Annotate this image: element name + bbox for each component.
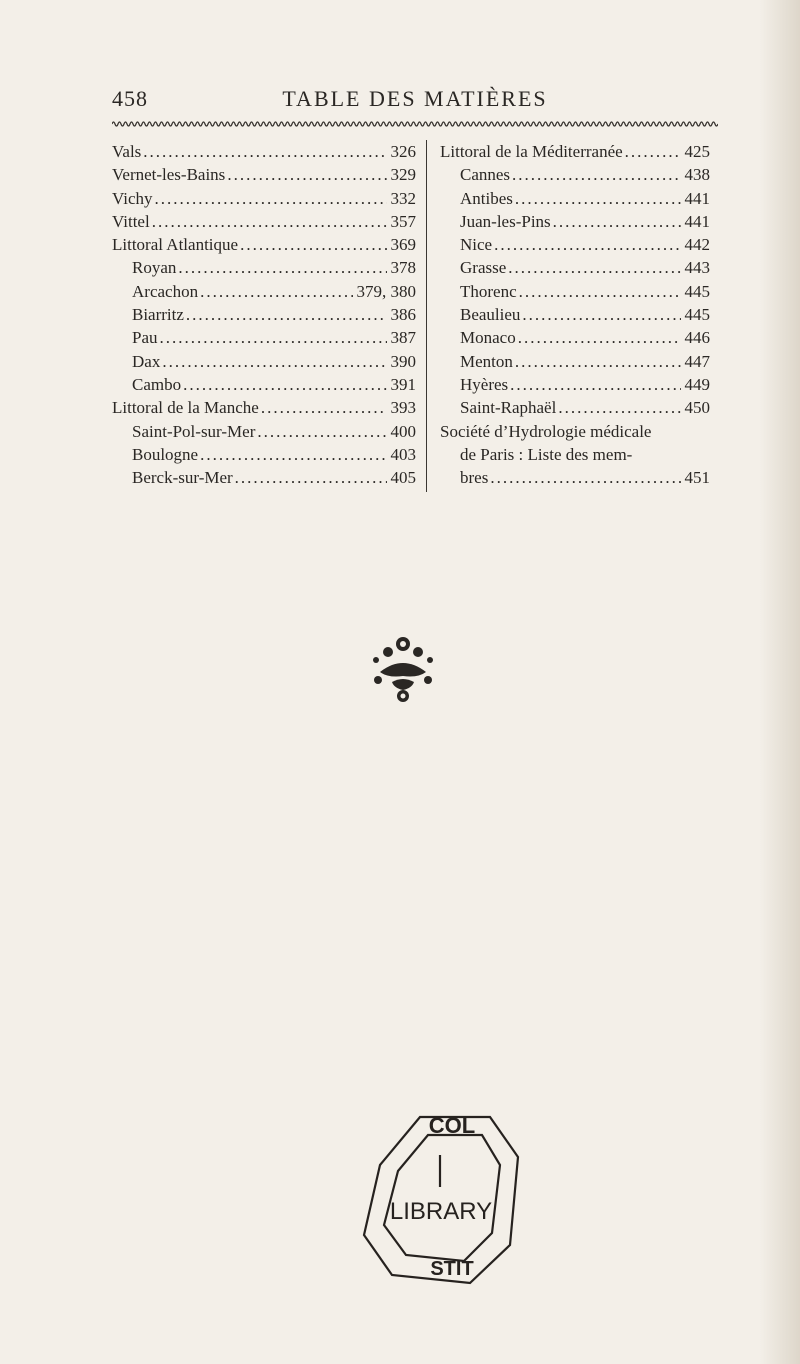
- toc-entry-label: Nice: [460, 235, 493, 255]
- leader-dots: [508, 256, 680, 279]
- toc-page-number: 393: [390, 398, 416, 418]
- toc-entry-label: Beaulieu: [460, 305, 521, 325]
- toc-page-number: 386: [390, 305, 416, 325]
- toc-entry: [440, 373, 710, 396]
- toc-entry-label: Vichy: [112, 188, 153, 208]
- toc-page-number: 445: [684, 305, 710, 325]
- toc-page-number: 446: [684, 328, 710, 348]
- leader-dots: [512, 163, 680, 186]
- leader-dots: [558, 396, 680, 419]
- toc-entry: [440, 187, 710, 210]
- toc-page-number: 447: [684, 351, 710, 371]
- toc-entry-label: Monaco: [460, 328, 516, 348]
- toc-entry-label: Vals: [112, 142, 142, 161]
- toc-page-number: 451: [684, 468, 710, 488]
- toc-entry: [440, 326, 710, 349]
- leader-dots: [515, 350, 681, 373]
- toc-page-number: 357: [390, 211, 416, 231]
- toc-entry-label: Antibes: [460, 188, 513, 208]
- leader-dots: [178, 256, 386, 279]
- leader-dots: [183, 373, 386, 396]
- toc-page-number: 326: [390, 142, 416, 161]
- toc-entry: [112, 443, 416, 466]
- leader-dots: [240, 233, 386, 256]
- toc-entry-label: Thorenc: [460, 281, 517, 301]
- toc-entry-label: Menton: [460, 351, 513, 371]
- leader-dots: [227, 163, 386, 186]
- toc-page-number: 332: [390, 188, 416, 208]
- toc-entry-label: Juan-les-Pins: [460, 211, 551, 231]
- leader-dots: [519, 280, 681, 303]
- toc-right-column: [440, 140, 710, 489]
- society-entry-line1: Société d’Hydrologie médicale: [440, 421, 652, 441]
- toc-entry-label: Arcachon: [132, 281, 199, 301]
- page-edge-shadow: [760, 0, 800, 1364]
- toc-page-number: 441: [684, 211, 710, 231]
- toc-entry-label: Biarritz: [132, 305, 184, 325]
- toc-entry-label: Littoral de la Manche: [112, 398, 259, 418]
- toc-entry-label: Grasse: [460, 258, 507, 278]
- toc-entry: [112, 140, 416, 163]
- society-entry-line2: de Paris : Liste des mem-: [460, 444, 633, 464]
- toc-entry-label: Saint-Raphaël: [460, 398, 557, 418]
- toc-entry-label: Berck-sur-Mer: [132, 468, 233, 488]
- toc-page-number: 449: [684, 374, 710, 394]
- toc-page-number: 425: [684, 142, 710, 161]
- leader-dots: [235, 466, 387, 489]
- toc-entry-label: Hyères: [460, 374, 509, 394]
- leader-dots: [510, 373, 680, 396]
- stamp-top-text: COL: [428, 1113, 476, 1138]
- toc-page-number: 445: [684, 281, 710, 301]
- toc-entry: [112, 163, 416, 186]
- toc-page-number: 369: [390, 235, 416, 255]
- toc-entry-label: Cannes: [460, 165, 511, 185]
- toc-entry: [112, 373, 416, 396]
- toc-entry: [440, 233, 710, 256]
- toc-page-number: 390: [390, 351, 416, 371]
- toc-page-number: 379, 380: [356, 281, 416, 301]
- toc-page-number: 403: [390, 444, 416, 464]
- toc-entry-label: Vernet-les-Bains: [112, 165, 226, 185]
- page-header: [112, 86, 718, 120]
- toc-entry: [112, 187, 416, 210]
- leader-dots: [261, 396, 387, 419]
- toc-entry: [440, 280, 710, 303]
- page-number: 458: [112, 86, 148, 111]
- leader-dots: [257, 420, 386, 443]
- toc-entry-label: Dax: [132, 351, 161, 371]
- toc-entry: [112, 280, 416, 303]
- leader-dots: [200, 280, 352, 303]
- toc-entry: [440, 350, 710, 373]
- toc-entry-label: Royan: [132, 258, 177, 278]
- toc-entry: [440, 163, 710, 186]
- toc-entry: [112, 420, 416, 443]
- stamp-library-text: LIBRARY: [389, 1198, 493, 1225]
- toc-entry: [112, 303, 416, 326]
- wavy-rule-divider: [112, 120, 718, 128]
- leader-dots: [522, 303, 680, 326]
- toc-page-number: 442: [684, 235, 710, 255]
- leader-dots: [200, 443, 386, 466]
- leader-dots: [143, 140, 386, 163]
- toc-entry-label: Vittel: [112, 211, 150, 231]
- running-title: TABLE DES MATIÈRES: [282, 86, 548, 111]
- toc-page-number: 400: [390, 421, 416, 441]
- toc-entry: [440, 303, 710, 326]
- leader-dots: [553, 210, 681, 233]
- toc-left-column: [112, 140, 416, 489]
- toc-entry-label: Littoral Atlantique: [112, 235, 239, 255]
- stamp-bottom-text: STIT: [430, 1258, 474, 1280]
- leader-dots: [515, 187, 681, 210]
- toc-page-number: 438: [684, 165, 710, 185]
- toc-entry: [112, 210, 416, 233]
- toc-entry: [440, 210, 710, 233]
- toc-entry-label: Boulogne: [132, 444, 199, 464]
- leader-dots: [625, 140, 681, 163]
- toc-entry: [112, 256, 416, 279]
- toc-entry: [112, 233, 416, 256]
- toc-entry: [440, 256, 710, 279]
- leader-dots: [186, 303, 387, 326]
- toc-entry: [112, 350, 416, 373]
- leader-dots: [152, 210, 387, 233]
- leader-dots: [518, 326, 681, 349]
- column-divider: [426, 140, 427, 492]
- leader-dots: [155, 187, 387, 210]
- leader-dots: [160, 326, 387, 349]
- toc-page-number: 450: [684, 398, 710, 418]
- toc-entry-label: Saint-Pol-sur-Mer: [132, 421, 256, 441]
- toc-entry: [112, 396, 416, 419]
- library-stamp-icon: [340, 1095, 542, 1295]
- toc-page-number: 378: [390, 258, 416, 278]
- toc-page-number: 441: [684, 188, 710, 208]
- toc-entry-label: Cambo: [132, 374, 182, 394]
- leader-dots: [494, 233, 680, 256]
- toc-entry: [440, 140, 710, 163]
- toc-page-number: 329: [390, 165, 416, 185]
- toc-entry-label: Littoral de la Méditerranée: [440, 142, 623, 161]
- fleuron-ornament-icon: [368, 632, 438, 704]
- toc-entry-label: Pau: [132, 328, 158, 348]
- toc-page-number: 391: [390, 374, 416, 394]
- society-entry-line3: bres ..... 451: [440, 466, 710, 489]
- toc-entry: [112, 466, 416, 489]
- toc-page-number: 405: [390, 468, 416, 488]
- toc-page-number: 387: [390, 328, 416, 348]
- toc-page-number: 443: [684, 258, 710, 278]
- leader-dots: [490, 466, 680, 489]
- toc-entry: [112, 326, 416, 349]
- toc-entry: [440, 396, 710, 419]
- leader-dots: [162, 350, 386, 373]
